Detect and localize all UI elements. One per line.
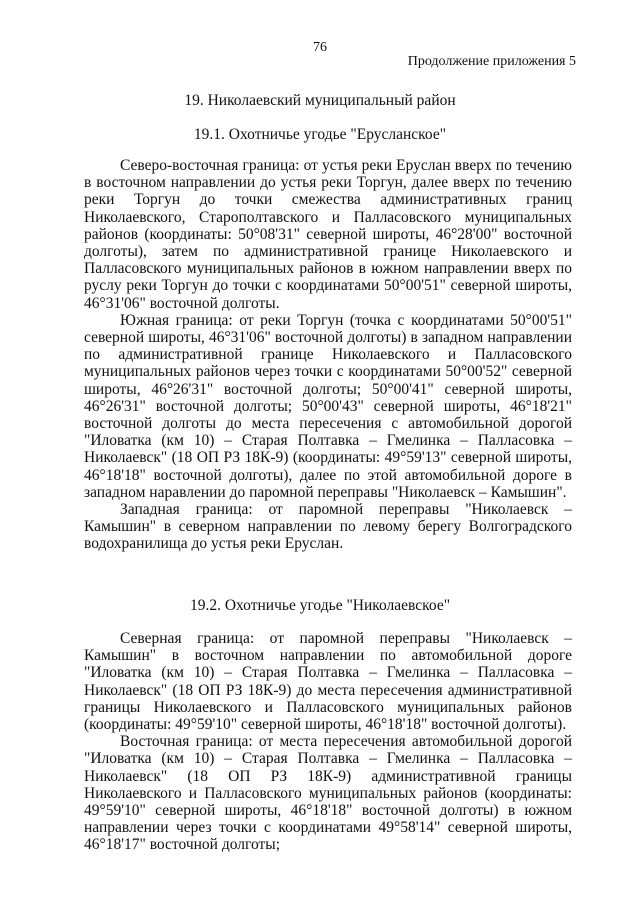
appendix-note: Продолжение приложения 5: [407, 54, 576, 69]
paragraph-south-border: Южная граница: от реки Торгун (точка с координатами 50°00'51" северной широты, 46°31'06" восточной долготы) в западном направлении по административной границе Николаевского и Палласовского муниципальных районов через точки с координатами 50°00'52" северной широты, 46°26'31" восточной долготы; 50°00'41" северной широты, 46°26'31" восточной долготы; 50°00'43" северной широты, 46°18'21" восточной долготы до места пересечения с автомобильной дорогой "Иловатка (км 10) – Старая Полтавка – Гмелинка – Палласовка – Николаевск" (18 ОП РЗ 18К-9) (координаты: 49°59'13" северной широты, 46°18'18" восточной долготы), далее по этой автомобильной дороге в западном наравлении до паромной переправы "Николаевск – Камышин".: [84, 311, 572, 501]
district-heading: 19. Николаевский муниципальный район: [184, 92, 456, 109]
section-2-heading: 19.2. Охотничье угодье "Николаевское": [189, 597, 451, 614]
section-1-text: [84, 157, 572, 553]
paragraph-northeast-border: Северо-восточная граница: от устья реки Еруслан вверх по течению в восточном направлении до устья реки Торгун, далее вверх по течению реки Торгун до точки смежества административных границ Николаевского, Старополтавского и Палласовского муниципальных районов (координаты: 50°08'31" северной широты, 46°28'00" восточной долготы), затем по административной границе Николаевского и Палласовского муниципальных районов в южном направлении вверх по руслу реки Торгун до точки с координатами 50°00'51" северной широты, 46°31'06" восточной долготы.: [84, 157, 572, 312]
paragraph-north-border: Северная граница: от паромной переправы "Николаевск – Камышин" в восточном направлении по автомобильной дороге "Иловатка (км 10) – Старая Полтавка – Гмелинка – Палласовка – Николаевск" (18 ОП РЗ 18К-9) до места пересечения административной границы Николаевского и Палласовского муниципальных районов (координаты: 49°59'10" северной широты, 46°18'18" восточной долготы).: [84, 630, 572, 734]
paragraph-east-border: Восточная граница: от места пересечения автомобильной дорогой "Иловатка (км 10) – Старая Полтавка – Гмелинка – Палласовка – Николаевск" (18 ОП РЗ 18К-9) административной границы Николаевского и Палласовского муниципальных районов (координаты: 49°59'10" северной широты, 46°18'18" восточной долготы) в южном направлении через точки с координатами 49°58'14" северной широты, 46°18'17" восточной долготы;: [84, 733, 572, 854]
section-2-text: [84, 630, 572, 854]
page-number: 76: [313, 40, 327, 55]
paragraph-west-border: Западная граница: от паромной переправы "Николаевск – Камышин" в северном направлении по левому берегу Волгоградского водохранилища до устья реки Еруслан.: [84, 501, 572, 553]
section-1-heading: 19.1. Охотничье угодье "Ерусланское": [193, 126, 447, 143]
